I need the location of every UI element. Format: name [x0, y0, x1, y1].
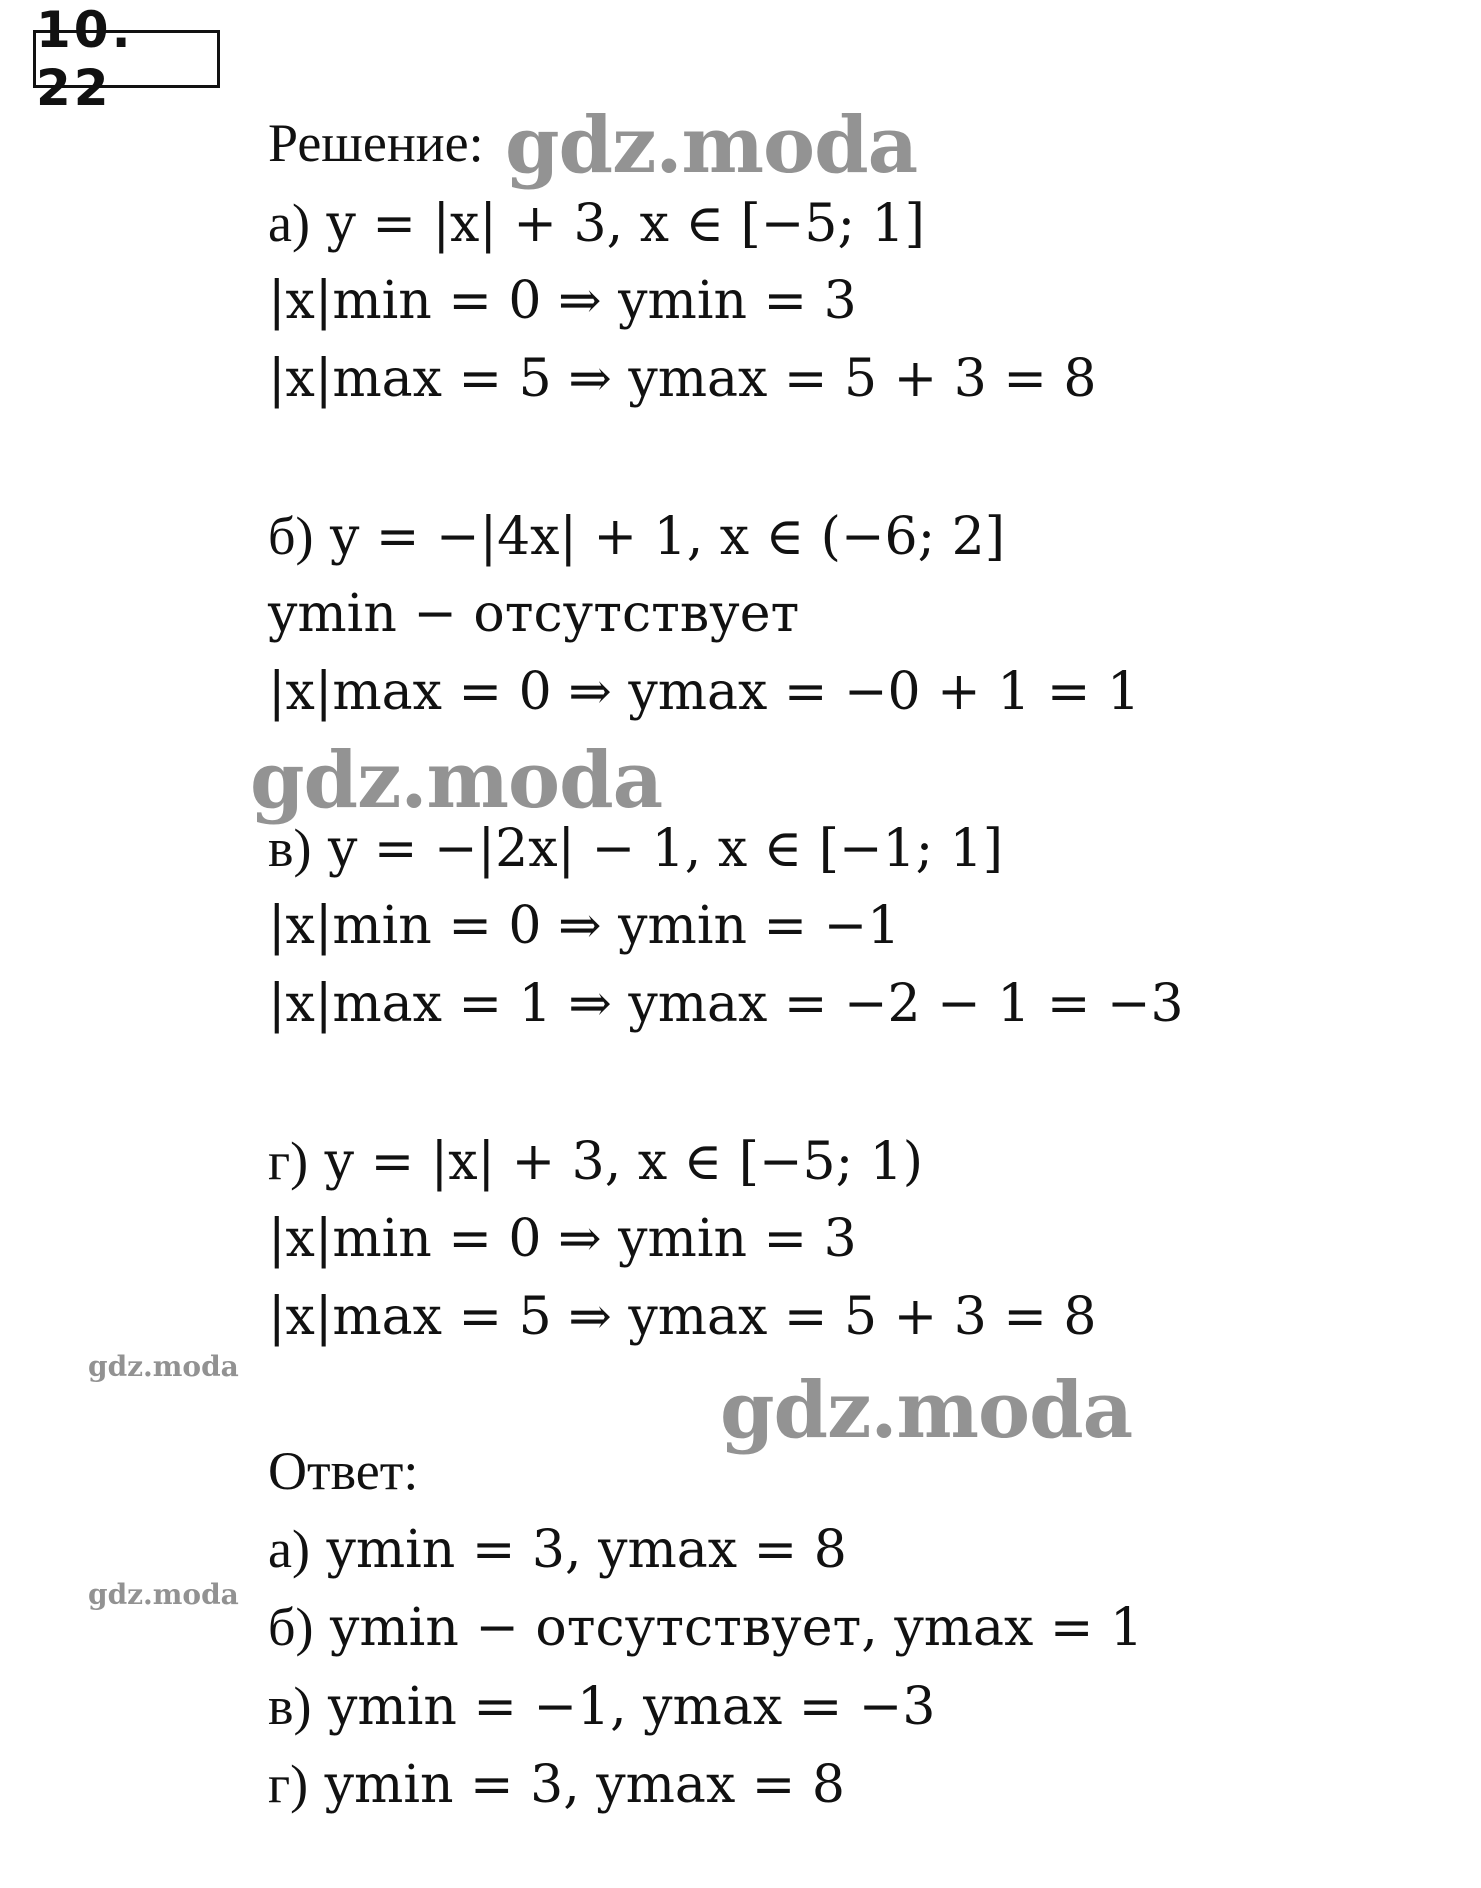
- part-v-max: |x|max = 1 ⇒ ymax = −2 − 1 = −3: [268, 974, 1184, 1034]
- part-b-max: |x|max = 0 ⇒ ymax = −0 + 1 = 1: [268, 662, 1141, 722]
- part-b-equation: y = −|4x| + 1, x ∈ (−6; 2]: [330, 507, 1006, 567]
- solution-label: Решение:: [268, 113, 484, 173]
- watermark-logo-small: gdz.moda: [88, 1350, 239, 1383]
- part-b-line-3: [268, 661, 1140, 723]
- part-a-line-3: [268, 348, 1097, 410]
- part-a-max: |x|max = 5 ⇒ ymax = 5 + 3 = 8: [268, 349, 1097, 409]
- watermark-logo: gdz.moda: [720, 1365, 1133, 1456]
- part-b-min: ymin − отсутствует: [268, 584, 800, 644]
- answer-label: Ответ:: [268, 1441, 419, 1501]
- watermark-logo: gdz.moda: [505, 100, 918, 191]
- answer-b: б) ymin − отсутствует, ymax = 1: [268, 1597, 1144, 1658]
- answer-a: а) ymin = 3, ymax = 8: [268, 1519, 847, 1580]
- part-a-line-1: а) y = |x| + 3, x ∈ [−5; 1]: [268, 193, 925, 254]
- answer-g: г) ymin = 3, ymax = 8: [268, 1754, 845, 1815]
- part-g-line-2: [268, 1208, 857, 1270]
- part-b-line-2: [268, 583, 799, 645]
- part-b-line-1: б) y = −|4x| + 1, x ∈ (−6; 2]: [268, 506, 1006, 567]
- part-v-line-3: [268, 973, 1184, 1035]
- part-v-line-2: [268, 895, 900, 957]
- answer-v: в) ymin = −1, ymax = −3: [268, 1676, 936, 1737]
- part-v-equation: y = −|2x| − 1, x ∈ [−1; 1]: [328, 819, 1004, 879]
- part-v-line-1: в) y = −|2x| − 1, x ∈ [−1; 1]: [268, 818, 1004, 879]
- part-a-line-2: [268, 270, 857, 332]
- part-g-equation: y = |x| + 3, x ∈ [−5; 1): [324, 1132, 924, 1192]
- watermark-logo-small: gdz.moda: [88, 1578, 239, 1611]
- answer-heading: [268, 1440, 418, 1503]
- part-a-equation: y = |x| + 3, x ∈ [−5; 1]: [326, 194, 925, 254]
- part-g-line-3: [268, 1286, 1097, 1348]
- part-g-max: |x|max = 5 ⇒ ymax = 5 + 3 = 8: [268, 1287, 1097, 1347]
- part-g-min: |x|min = 0 ⇒ ymin = 3: [268, 1209, 857, 1269]
- watermark-logo: gdz.moda: [250, 735, 663, 826]
- part-g-line-1: г) y = |x| + 3, x ∈ [−5; 1): [268, 1131, 924, 1192]
- problem-number: 10. 22: [33, 30, 220, 88]
- part-a-min: |x|min = 0 ⇒ ymin = 3: [268, 271, 857, 331]
- solution-heading: [268, 112, 484, 175]
- part-v-min: |x|min = 0 ⇒ ymin = −1: [268, 896, 901, 956]
